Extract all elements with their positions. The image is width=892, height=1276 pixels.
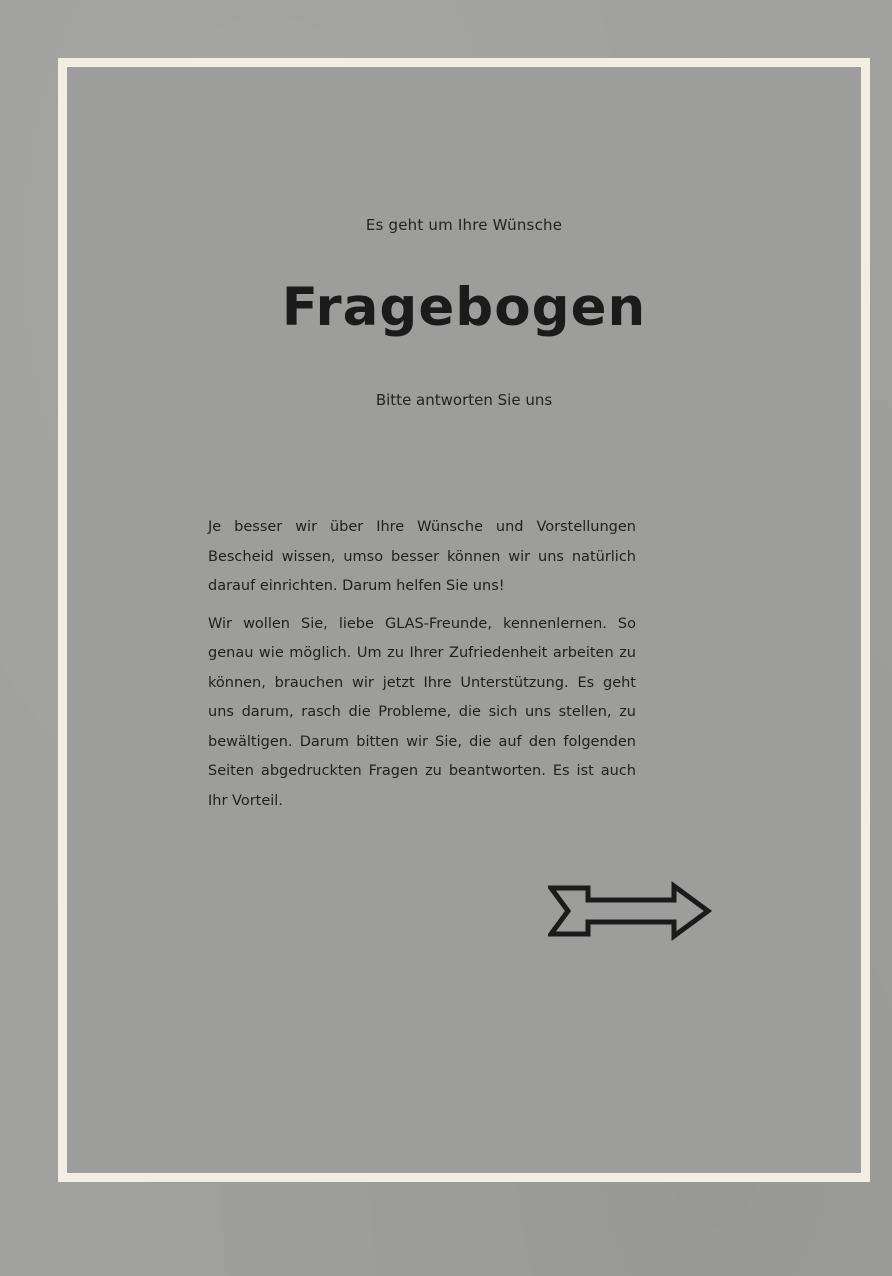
subtitle-text: Bitte antworten Sie uns bbox=[375, 391, 553, 409]
arrow-right-icon[interactable] bbox=[548, 881, 712, 941]
page-frame bbox=[58, 58, 870, 1182]
body-text bbox=[208, 513, 636, 824]
paragraph-1: Je besser wir über Ihre Wünsche und Vorstellungen Bescheid wissen, umso besser können wir uns natürlich darauf einrichten. Darum helfen Sie uns! bbox=[208, 519, 636, 594]
page-title: Fragebogen bbox=[281, 277, 647, 338]
paragraph-2: Wir wollen Sie, liebe GLAS-Freunde, kennenlernen. So genau wie möglich. Um zu Ihrer Zufriedenheit arbeiten zu können, brauchen wir jetzt Ihre Unterstützung. Es geht uns darum, rasch die Probleme, die sich uns stellen, zu bewältigen. Darum bitten wir Sie, die auf den folgenden Seiten abgedruckten Fragen zu beantworten. Es ist auch Ihr Vorteil. bbox=[208, 615, 636, 809]
kicker-text: Es geht um Ihre Wünsche bbox=[365, 216, 563, 234]
